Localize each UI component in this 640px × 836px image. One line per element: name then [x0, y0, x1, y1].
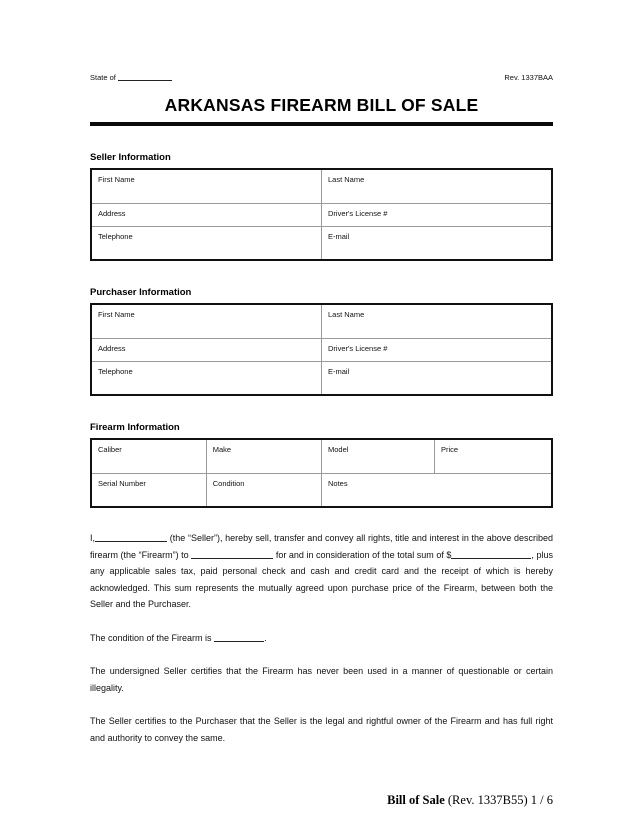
firearm-caliber-cell[interactable]: Caliber — [91, 439, 206, 473]
purchaser-information-table — [90, 303, 553, 396]
seller-information-table — [90, 168, 553, 261]
seller-last-name-cell[interactable]: Last Name — [322, 169, 553, 203]
seller-name-blank[interactable] — [95, 541, 167, 542]
state-of-field[interactable] — [90, 72, 172, 84]
paragraph-condition-text: The condition of the Firearm is — [90, 632, 212, 643]
purchaser-license-cell[interactable]: Driver's License # — [322, 338, 553, 361]
page-title: ARKANSAS FIREARM BILL OF SALE — [164, 95, 479, 115]
section-title-firearm: Firearm Information — [90, 422, 180, 433]
firearm-condition-blank[interactable] — [214, 641, 264, 642]
purchaser-first-name-cell[interactable]: First Name — [91, 304, 322, 338]
purchaser-last-name-cell[interactable]: Last Name — [322, 304, 553, 338]
footer-page-number: 1 / 6 — [530, 793, 553, 807]
table-row — [91, 304, 552, 338]
section-seller-information — [90, 152, 553, 261]
section-firearm-information — [90, 422, 553, 508]
section-title-seller: Seller Information — [90, 152, 171, 163]
title-divider — [90, 122, 553, 126]
purchaser-address-cell[interactable]: Address — [91, 338, 322, 361]
footer-revision-code: (Rev. 1337B55) — [447, 793, 528, 807]
table-row — [91, 473, 552, 507]
paragraph-legality-certification: The undersigned Seller certifies that the Firearm has never been used in a manner of questionable or certain illegality. — [90, 666, 553, 693]
firearm-information-table — [90, 438, 553, 508]
table-row — [91, 338, 552, 361]
purchase-sum-blank[interactable] — [451, 558, 531, 559]
state-of-blank[interactable] — [118, 80, 172, 81]
paragraph-condition — [90, 630, 553, 647]
purchaser-telephone-cell[interactable]: Telephone — [91, 361, 322, 395]
firearm-condition-cell[interactable]: Condition — [206, 473, 321, 507]
table-row — [91, 203, 552, 226]
seller-telephone-cell[interactable]: Telephone — [91, 226, 322, 260]
firearm-model-cell[interactable]: Model — [322, 439, 435, 473]
table-row — [91, 169, 552, 203]
state-of-label: State of — [90, 73, 116, 82]
seller-email-cell[interactable]: E-mail — [322, 226, 553, 260]
page-footer — [387, 793, 553, 808]
paragraph-conveyance-part4: , plus any applicable sales tax, paid personal check and cash and credit card and the receipt of which is hereby acknowledged. This sum represents the mutually agreed upon purchase price of the Firearm, between both the Seller and the Purchaser. — [90, 549, 553, 609]
paragraph-conveyance-part2: (the “Seller”), hereby sell, transfer and convey all rights, title and interest in the above described firearm (the “Firearm”) to — [90, 533, 553, 560]
footer-document-name: Bill of Sale — [387, 793, 445, 807]
paragraph-condition-period: . — [264, 632, 267, 643]
firearm-make-cell[interactable]: Make — [206, 439, 321, 473]
firearm-notes-cell[interactable]: Notes — [322, 473, 553, 507]
firearm-serial-number-cell[interactable]: Serial Number — [91, 473, 206, 507]
paragraph-conveyance-part3: for and in consideration of the total sum of $ — [275, 549, 452, 560]
seller-address-cell[interactable]: Address — [91, 203, 322, 226]
firearm-price-cell[interactable]: Price — [434, 439, 552, 473]
section-purchaser-information — [90, 287, 553, 396]
paragraph-conveyance — [90, 530, 553, 613]
purchaser-email-cell[interactable]: E-mail — [322, 361, 553, 395]
page-content — [90, 0, 553, 755]
seller-first-name-cell[interactable]: First Name — [91, 169, 322, 203]
section-title-purchaser: Purchaser Information — [90, 287, 192, 298]
seller-license-cell[interactable]: Driver's License # — [322, 203, 553, 226]
paragraph-conveyance-part1: I, — [90, 533, 96, 543]
header-revision-code: Rev. 1337BAA — [504, 73, 553, 82]
purchaser-name-blank[interactable] — [191, 558, 273, 559]
paragraph-ownership-certification: The Seller certifies to the Purchaser that the Seller is the legal and rightful owner of the Firearm and has full right and authority to convey the same. — [90, 716, 553, 743]
table-row — [91, 439, 552, 473]
document-header — [90, 72, 553, 88]
table-row — [91, 361, 552, 395]
table-row — [91, 226, 552, 260]
